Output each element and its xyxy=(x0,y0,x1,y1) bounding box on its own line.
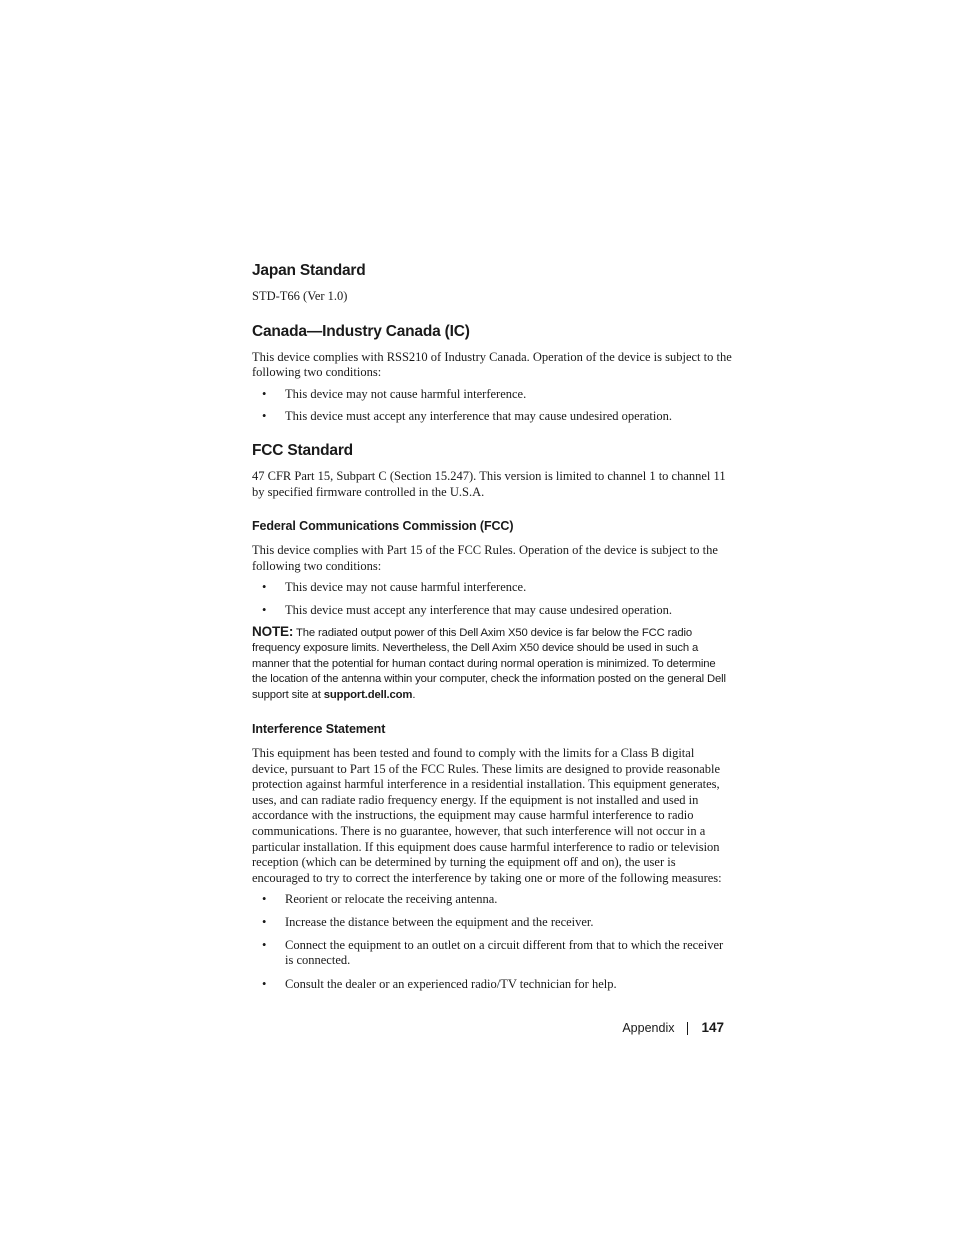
canada-heading: Canada—Industry Canada (IC) xyxy=(252,322,470,340)
canada-bullet-list xyxy=(252,387,732,425)
japan-standard-heading: Japan Standard xyxy=(252,262,366,279)
bullet-icon: • xyxy=(262,937,267,952)
japan-standard-text: STD-T66 (Ver 1.0) xyxy=(252,289,348,303)
interference-heading: Interference Statement xyxy=(252,722,386,737)
list-item-text: Increase the distance between the equipment and the receiver. xyxy=(285,914,594,929)
list-item xyxy=(252,603,732,619)
fcc-bullet-list xyxy=(252,580,732,618)
list-item-text: This device may not cause harmful interference. xyxy=(285,580,527,595)
list-item xyxy=(252,387,732,403)
fcc-standard-text: 47 CFR Part 15, Subpart C (Section 15.247). This version is limited to channel 1 to channel 11 by specified firmware controlled in the U.S.A. xyxy=(252,468,726,499)
list-item-text: Consult the dealer or an experienced radio/TV technician for help. xyxy=(285,976,617,991)
list-item-text: This device may not cause harmful interference. xyxy=(285,386,527,401)
footer-section-name: Appendix xyxy=(622,1021,675,1035)
fcc-commission-heading: Federal Communications Commission (FCC) xyxy=(252,519,514,534)
bullet-icon: • xyxy=(262,892,267,907)
page-number: 147 xyxy=(701,1020,724,1035)
bullet-icon: • xyxy=(262,976,267,991)
bullet-icon: • xyxy=(262,580,267,595)
interference-text: This equipment has been tested and found to comply with the limits for a Class B digital device, pursuant to Part 15 of the FCC Rules. These limits are designed to provide reasonable protection against harmful interference in a residential installation. This equipment generates, uses, and can radiate radio frequency energy. If the equipment is not installed and used in accordance with the instructions, the equipment may cause harmful interference to radio communications. There is no guarantee, however, that such interference will not occur in a particular installation. If this equipment does cause harmful interference to radio or television reception (which can be determined by turning the equipment off and on), the user is encouraged to try to correct the interference by taking one or more of the following measures: xyxy=(252,746,722,885)
page-footer xyxy=(620,1020,724,1036)
support-link[interactable]: support.dell.com xyxy=(323,688,413,701)
bullet-icon: • xyxy=(262,602,267,617)
bullet-icon: • xyxy=(262,409,267,424)
footer-divider xyxy=(687,1022,688,1035)
bullet-icon: • xyxy=(262,914,267,929)
list-item-text: Connect the equipment to an outlet on a circuit different from that to which the receiver is connected. xyxy=(285,937,724,968)
list-item xyxy=(252,892,732,908)
interference-bullet-list xyxy=(252,892,732,992)
canada-text: This device complies with RSS210 of Industry Canada. Operation of the device is subject to the following two conditions: xyxy=(252,349,732,380)
note-end: . xyxy=(412,688,416,701)
list-item-text: Reorient or relocate the receiving antenna. xyxy=(285,892,498,907)
list-item-text: This device must accept any interference that may cause undesired operation. xyxy=(285,409,672,424)
note-text: The radiated output power of this Dell Axim X50 device is far below the FCC radio frequency exposure limits. Nevertheless, the Dell Axim X50 device should be used in such a manner that the potential for human contact during normal operation is minimized. To determine the location of the antenna within your computer, check the information posted on the general Dell support site at xyxy=(252,626,726,701)
list-item xyxy=(252,409,732,425)
note-label: NOTE: xyxy=(252,623,294,639)
bullet-icon: • xyxy=(262,386,267,401)
fcc-standard-heading: FCC Standard xyxy=(252,441,353,459)
list-item xyxy=(252,580,732,596)
page-content xyxy=(252,262,732,992)
fcc-commission-text: This device complies with Part 15 of the FCC Rules. Operation of the device is subject to the following two conditions: xyxy=(252,543,718,573)
list-item xyxy=(252,915,732,931)
list-item xyxy=(252,938,732,969)
fcc-note xyxy=(252,624,732,704)
list-item xyxy=(252,977,732,993)
list-item-text: This device must accept any interference that may cause undesired operation. xyxy=(285,602,672,617)
